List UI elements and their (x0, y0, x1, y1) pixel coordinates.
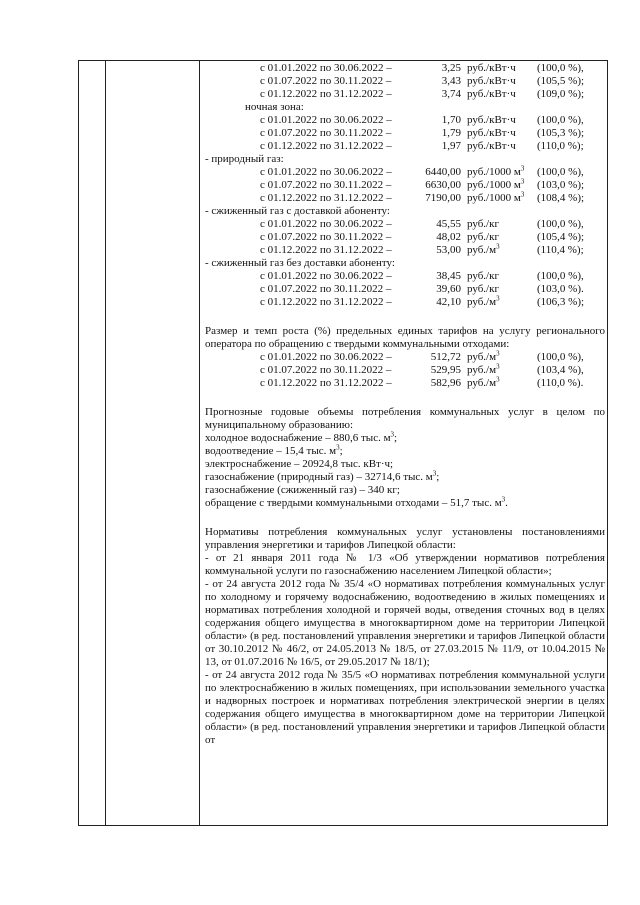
tariff-percent: (100,0 %), (537, 62, 584, 74)
electricity-night-rows (205, 114, 605, 153)
tariff-percent: (105,5 %); (537, 75, 585, 87)
forecast-text: обращение с твердыми коммунальными отходами – 51,7 тыс. м (205, 497, 502, 509)
forecast-text: электроснабжение – 20924,8 тыс. кВт·ч; (205, 458, 394, 470)
superscript: 3 (501, 495, 506, 504)
tariff-unit: руб./кг (467, 231, 499, 243)
tariff-value: 529,95 (430, 364, 461, 376)
natural-gas-rows (205, 166, 605, 205)
tariff-value: 6440,00 (425, 166, 461, 178)
tariff-period: с 01.01.2022 по 30.06.2022 – (260, 270, 392, 282)
forecast-text: газоснабжение (природный газ) – 32714,6 тыс. м (205, 471, 433, 483)
tariff-value: 38,45 (436, 270, 461, 282)
tariff-row (205, 296, 605, 309)
superscript: 3 (496, 294, 500, 303)
tariff-row (205, 192, 605, 205)
forecast-text: газоснабжение (сжиженный газ) – 340 кг; (205, 484, 400, 496)
tariff-period: с 01.07.2022 по 30.11.2022 – (260, 127, 392, 139)
tariff-period: с 01.07.2022 по 30.11.2022 – (260, 364, 392, 376)
tariff-row (205, 377, 605, 390)
waste-rows (205, 351, 605, 390)
tariff-percent: (103,0 %). (537, 283, 584, 295)
norms-item: - от 24 августа 2012 года № 35/5 «О нормативах потребления коммунальной услуги по электроснабжению в жилых помещениях, при использовании земельного участка и надворных построек и нормативах потребления электрической энергии в целях содержания общего имущества в многоквартирном доме на территории Липецкой области» (в ред. постановлений управления энергетики и тарифов Липецкой области от (205, 669, 605, 746)
tariff-row (205, 283, 605, 296)
tariff-row (205, 127, 605, 140)
tariff-period: с 01.07.2022 по 30.11.2022 – (260, 179, 392, 191)
tariff-value: 3,25 (441, 62, 461, 74)
tariff-period: с 01.12.2022 по 31.12.2022 – (260, 377, 392, 389)
tariff-percent: (109,0 %); (537, 88, 585, 100)
unit-text: руб./1000 м (467, 192, 521, 204)
forecast-line (205, 484, 605, 497)
tariff-row (205, 88, 605, 101)
forecast-list (205, 432, 605, 510)
tariff-row (205, 231, 605, 244)
section-label (205, 101, 605, 114)
lpg-nodelivery-rows (205, 270, 605, 309)
forecast-line (205, 445, 605, 458)
tariff-unit: руб./кг (467, 270, 499, 282)
tariff-row (205, 62, 605, 75)
tariff-row (205, 75, 605, 88)
tariff-percent: (100,0 %), (537, 351, 584, 363)
tariff-row (205, 140, 605, 153)
tariff-unit: руб./кВт·ч (467, 62, 516, 74)
column-divider (199, 61, 200, 825)
norms-item: - от 21 января 2011 года № 1/3 «Об утверждении нормативов потребления коммунальной услуги по газоснабжению населением Липецкой области»; (205, 552, 605, 577)
forecast-text: водоотведение – 15,4 тыс. м (205, 445, 337, 457)
tariff-row (205, 166, 605, 179)
unit-text: руб./м (467, 351, 497, 363)
tariff-percent: (110,0 %); (537, 140, 584, 152)
section-label (205, 153, 605, 166)
natural-gas-label: - природный газ: (205, 153, 284, 165)
superscript: 3 (336, 443, 340, 452)
tariff-unit: руб./кг (467, 218, 499, 230)
tariff-value: 45,55 (436, 218, 461, 230)
tariff-period: с 01.12.2022 по 31.12.2022 – (260, 296, 392, 308)
forecast-tail: ; (436, 471, 440, 483)
lpg-delivery-rows (205, 218, 605, 257)
tariff-unit: руб./кВт·ч (467, 114, 516, 126)
forecast-line (205, 458, 605, 471)
tariff-period: с 01.07.2022 по 30.11.2022 – (260, 283, 392, 295)
tariff-value: 53,00 (436, 244, 461, 256)
tariff-row (205, 218, 605, 231)
tariff-value: 512,72 (430, 351, 461, 363)
tariff-unit (467, 192, 524, 205)
superscript: 3 (496, 242, 500, 251)
tariff-percent: (108,4 %); (537, 192, 585, 204)
tariff-row (205, 244, 605, 257)
superscript: 3 (390, 430, 395, 439)
superscript: 3 (496, 362, 500, 371)
tariff-row (205, 364, 605, 377)
tariff-percent: (100,0 %), (537, 218, 584, 230)
tariff-period: с 01.07.2022 по 30.11.2022 – (260, 231, 392, 243)
tariff-unit (467, 166, 524, 179)
tariff-row (205, 179, 605, 192)
tariff-value: 7190,00 (425, 192, 461, 204)
forecast-line (205, 471, 605, 484)
tariff-period: с 01.07.2022 по 30.11.2022 – (260, 75, 392, 87)
night-zone-label: ночная зона: (245, 101, 304, 113)
document-body (205, 62, 605, 747)
tariff-percent: (106,3 %); (537, 296, 585, 308)
unit-text: руб./1000 м (467, 179, 521, 191)
unit-text: руб./1000 м (467, 166, 521, 178)
tariff-period: с 01.12.2022 по 31.12.2022 – (260, 88, 392, 100)
tariff-percent: (100,0 %), (537, 114, 584, 126)
superscript: 3 (432, 469, 437, 478)
tariff-period: с 01.01.2022 по 30.06.2022 – (260, 114, 392, 126)
norms-item: - от 24 августа 2012 года № 35/4 «О нормативах потребления коммунальных услуг по холодному и горячему водоснабжению, водоотведению в жилых помещениях и нормативах потребления холодной и горячей воды, отведения сточных вод в целях содержания общего имущества в многоквартирном доме на территории Липецкой области» (в ред. постановлений управления энергетики и тарифов Липецкой области от 30.10.2012 № 46/2, от 24.05.2013 № 18/5, от 27.03.2015 № 11/9, от 10.04.2015 № 13, от 01.07.2016 № 16/5, от 29.05.2017 № 18/1); (205, 578, 605, 668)
tariff-value: 582,96 (430, 377, 461, 389)
tariff-row (205, 114, 605, 127)
tariff-unit: руб./кг (467, 283, 499, 295)
superscript: 3 (520, 177, 525, 186)
superscript: 3 (496, 349, 500, 358)
forecast-tail: ; (339, 445, 343, 457)
unit-text: руб./м (467, 244, 497, 256)
tariff-percent: (105,3 %); (537, 127, 585, 139)
tariff-period: с 01.01.2022 по 30.06.2022 – (260, 62, 392, 74)
tariff-unit (467, 244, 500, 257)
tariff-unit: руб./кВт·ч (467, 88, 516, 100)
norms-intro: Нормативы потребления коммунальных услуг установлены постановлениями управления энергетики и тарифов Липецкой области: (205, 526, 605, 551)
tariff-percent: (110,0 %). (537, 377, 584, 389)
tariff-percent: (103,0 %); (537, 179, 585, 191)
forecast-text: холодное водоснабжение – 880,6 тыс. м (205, 432, 391, 444)
lpg-delivery-label: - сжиженный газ с доставкой абоненту: (205, 205, 390, 217)
tariff-value: 1,70 (441, 114, 461, 126)
forecast-tail: . (505, 497, 508, 509)
tariff-value: 42,10 (436, 296, 461, 308)
superscript: 3 (520, 164, 525, 173)
tariff-unit: руб./кВт·ч (467, 140, 516, 152)
superscript: 3 (520, 190, 525, 199)
tariff-value: 1,97 (441, 140, 461, 152)
superscript: 3 (496, 375, 500, 384)
tariff-value: 3,43 (441, 75, 461, 87)
tariff-value: 6630,00 (425, 179, 461, 191)
tariff-percent: (105,4 %); (537, 231, 585, 243)
tariff-period: с 01.01.2022 по 30.06.2022 – (260, 166, 392, 178)
tariff-unit: руб./кВт·ч (467, 75, 516, 87)
column-divider (105, 61, 106, 825)
tariff-unit (467, 179, 524, 192)
tariff-unit (467, 351, 500, 364)
tariff-percent: (100,0 %), (537, 270, 584, 282)
tariff-value: 48,02 (436, 231, 461, 243)
tariff-period: с 01.12.2022 по 31.12.2022 – (260, 140, 392, 152)
forecast-line (205, 497, 605, 510)
tariff-unit: руб./кВт·ч (467, 127, 516, 139)
tariff-period: с 01.12.2022 по 31.12.2022 – (260, 192, 392, 204)
unit-text: руб./м (467, 364, 497, 376)
tariff-percent: (110,4 %); (537, 244, 584, 256)
forecast-intro: Прогнозные годовые объемы потребления коммунальных услуг в целом по муниципальному образованию: (205, 406, 605, 431)
waste-tariff-paragraph: Размер и темп роста (%) предельных единых тарифов на услугу регионального оператора по обращению с твердыми коммунальными отходами: (205, 325, 605, 350)
section-label (205, 205, 605, 218)
tariff-percent: (103,4 %), (537, 364, 584, 376)
tariff-value: 39,60 (436, 283, 461, 295)
tariff-value: 3,74 (441, 88, 461, 100)
lpg-nodelivery-label: - сжиженный газ без доставки абоненту: (205, 257, 395, 269)
tariff-value: 1,79 (441, 127, 461, 139)
tariff-period: с 01.01.2022 по 30.06.2022 – (260, 218, 392, 230)
electricity-day-rows (205, 62, 605, 101)
tariff-row (205, 270, 605, 283)
tariff-row (205, 351, 605, 364)
tariff-unit (467, 377, 500, 390)
tariff-unit (467, 364, 500, 377)
unit-text: руб./м (467, 296, 497, 308)
tariff-period: с 01.12.2022 по 31.12.2022 – (260, 244, 392, 256)
forecast-tail: ; (394, 432, 398, 444)
tariff-period: с 01.01.2022 по 30.06.2022 – (260, 351, 392, 363)
forecast-line (205, 432, 605, 445)
tariff-percent: (100,0 %), (537, 166, 584, 178)
unit-text: руб./м (467, 377, 497, 389)
tariff-unit (467, 296, 500, 309)
section-label (205, 257, 605, 270)
